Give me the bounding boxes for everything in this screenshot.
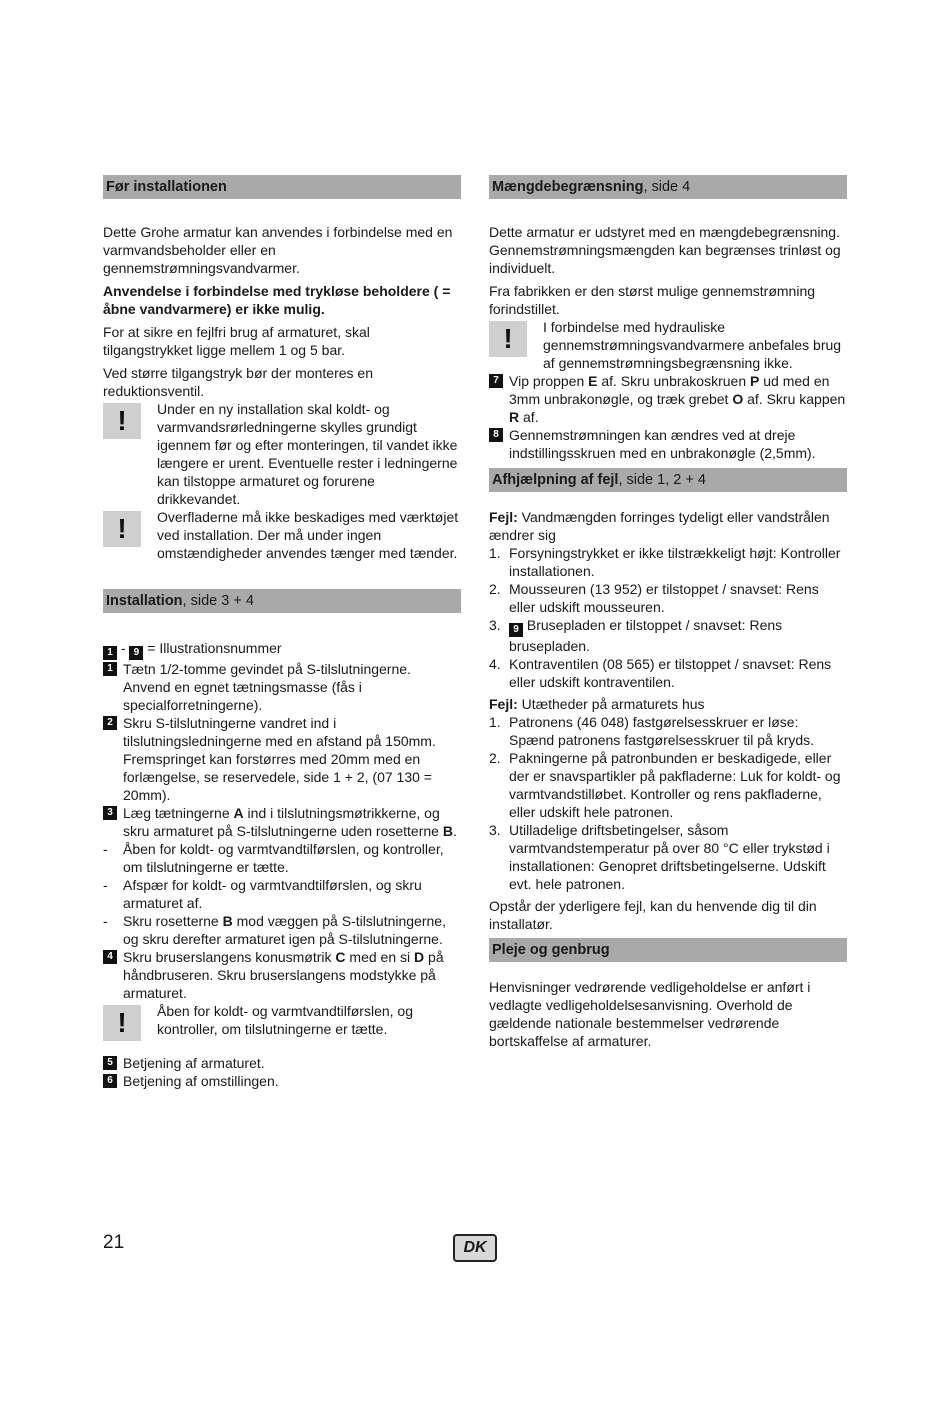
install-step-5: 5 Betjening af armaturet. <box>103 1054 461 1072</box>
install-step-4: 4 Skru bruserslangens konusmøtrik C med en si D på håndbruseren. Skru bruserslangens modstykke på armaturet. <box>103 948 461 1002</box>
fault-1: Fejl: Vandmængden forringes tydeligt eller vandstrålen ændrer sig <box>489 509 830 543</box>
illustration-range: 1 - 9 = Illustrationsnummer <box>103 639 461 660</box>
list-text: Utilladelige driftsbetingelser, såsom varmtvandstemperatur på over 80 °C eller trykstød i installationen: Genopret driftsbetingelserne. Udskift evt. hele patronen. <box>509 822 830 892</box>
section-header-before-installation: Før installationen <box>103 175 461 199</box>
step-badge: 4 <box>103 950 117 964</box>
step-badge: 7 <box>489 374 503 388</box>
section-header-care: Pleje og genbrug <box>489 938 847 962</box>
dash-item: - Åben for koldt- og varmtvandtilførslen, og kontroller, om tilslutningerne er tætte. <box>103 841 444 875</box>
list-text: Forsyningstrykket er ikke tilstrækkeligt højt: Kontroller installationen. <box>509 545 841 579</box>
factory-setting-paragraph: Fra fabrikken er den størst mulige gennemstrømning forindstillet. <box>489 283 816 317</box>
exclamation-icon: ! <box>103 511 141 547</box>
warning-text: Overfladerne må ikke beskadiges med værktøjet ved installation. Der må under ingen omstændigheder anvendes tænger med tænder. <box>157 509 459 561</box>
step-badge: 9 <box>509 623 523 637</box>
list-number: 2. <box>489 581 501 597</box>
step-badge: 9 <box>129 646 143 660</box>
warning-surfaces <box>103 508 461 562</box>
install-step-6: 6 Betjening af omstillingen. <box>103 1072 461 1090</box>
warning-flush-pipes <box>103 400 461 508</box>
dash-item: - Skru rosetterne B mod væggen på S-tilslutningerne, og skru derefter armaturet igen på S-tilslutningerne. <box>103 913 446 947</box>
install-step-2: 2 Skru S-tilslutningerne vandret ind i tilslutningsledningerne med en afstand på 150mm. Fremspringet kan forstørres med 20mm med en forlængelse, se reservedele, side 1 + 2, (07 130 = 20mm). <box>103 714 461 804</box>
step-badge: 2 <box>103 716 117 730</box>
list-text: Mousseuren (13 952) er tilstoppet / snavset: Rens eller udskift mousseuren. <box>509 581 819 615</box>
pressure-paragraph: For at sikre en fejlfri brug af armaturet, skal tilgangstrykket ligge mellem 1 og 5 bar. <box>103 324 370 358</box>
list-number: 2. <box>489 750 501 766</box>
list-item <box>489 580 847 616</box>
fault-2: Fejl: Utætheder på armaturets hus <box>489 696 705 712</box>
list-item <box>489 544 847 580</box>
exclamation-icon: ! <box>103 1005 141 1041</box>
install-step-1: 1 Tætn 1/2-tomme gevindet på S-tilslutningerne. Anvend en egnet tætningsmasse (fås i specialforretningerne). <box>103 660 461 714</box>
list-item <box>489 821 847 893</box>
step-badge: 1 <box>103 662 117 676</box>
list-text: Patronens (46 048) fastgørelsesskruer er løse: Spænd patronens fastgørelsesskruer til på kryds. <box>509 714 815 748</box>
warning-check-tightness <box>103 1002 461 1054</box>
list-item <box>489 713 847 749</box>
warning-text: Åben for koldt- og varmtvandtilførslen, og kontroller, om tilslutningerne er tætte. <box>157 1003 414 1037</box>
language-badge: DK <box>453 1234 497 1262</box>
install-step-3: 3 Læg tætningerne A ind i tilslutningsmøtrikkerne, og skru armaturet på S-tilslutningerne uden rosetterne B. <box>103 804 461 840</box>
warning-hydraulic-heaters <box>489 318 847 372</box>
warning-text: I forbindelse med hydrauliske gennemstrømningsvandvarmere anbefales brug af gennemstrømningsbegrænsning ikke. <box>543 319 842 371</box>
contact-installer-paragraph: Opstår der yderligere fejl, kan du henvende dig til din installatør. <box>489 898 817 932</box>
exclamation-icon: ! <box>103 403 141 439</box>
care-paragraph: Henvisninger vedrørende vedligeholdelse er anført i vedlagte vedligeholdelsesanvisning. Overhold de gældende nationale bestemmelser vedrørende bortskaffelse af armaturer. <box>489 979 811 1049</box>
list-item <box>489 616 847 655</box>
limiter-step-8: 8 Gennemstrømningen kan ændres ved at dreje indstillingsskruen med en unbrakonøgle (2,5mm). <box>489 426 847 462</box>
page-number: 21 <box>103 1232 125 1253</box>
step-badge: 3 <box>103 806 117 820</box>
list-number: 1. <box>489 714 501 730</box>
flow-limiter-paragraph: Dette armatur er udstyret med en mængdebegrænsning. Gennemstrømningsmængden kan begrænses trinløst og individuelt. <box>489 224 841 276</box>
step-badge: 1 <box>103 646 117 660</box>
list-number: 3. <box>489 822 501 838</box>
intro-paragraph: Dette Grohe armatur kan anvendes i forbindelse med en varmvandsbeholder eller en gennemstrømningsvandvarmer. <box>103 224 453 276</box>
fault-1-list <box>489 544 847 691</box>
warning-paragraph-pressureless: Anvendelse i forbindelse med trykløse beholdere ( = åbne vandvarmere) er ikke mulig. <box>103 283 451 317</box>
list-item <box>489 655 847 691</box>
step-badge: 8 <box>489 428 503 442</box>
step-badge: 6 <box>103 1074 117 1088</box>
reducer-paragraph: Ved større tilgangstryk bør der monteres en reduktionsventil. <box>103 365 373 399</box>
warning-text: Under en ny installation skal koldt- og varmvandsrørledningerne skylles grundigt igennem før og efter monteringen, til vandet ikke længere er urent. Eventuelle rester i ledningerne kan tilstoppe armaturet og forurene drikkevandet. <box>157 401 458 507</box>
list-item <box>489 749 847 821</box>
right-column <box>489 175 847 1055</box>
left-column <box>103 175 461 1090</box>
list-text: Pakningerne på patronbunden er beskadigede, eller der er snavspartikler på pakfladerne: Luk for koldt- og varmtvandstilløbet. Kontroller og rens pakfladerne, eller udskift hele patronen. <box>509 750 841 820</box>
list-number: 4. <box>489 656 501 672</box>
section-header-flow-limiter: Mængdebegrænsning, side 4 <box>489 175 847 199</box>
dash-item: - Afspær for koldt- og varmtvandtilførslen, og skru armaturet af. <box>103 877 422 911</box>
limiter-step-7: 7 Vip proppen E af. Skru unbrakoskruen P ud med en 3mm unbrakonøgle, og træk grebet O af. Skru kappen R af. <box>489 372 847 426</box>
list-number: 1. <box>489 545 501 561</box>
step-badge: 5 <box>103 1056 117 1070</box>
section-header-installation: Installation, side 3 + 4 <box>103 589 461 613</box>
exclamation-icon: ! <box>489 321 527 357</box>
section-header-troubleshooting: Afhjælpning af fejl, side 1, 2 + 4 <box>489 468 847 492</box>
list-text: Brusepladen er tilstoppet / snavset: Rens brusepladen. <box>509 617 783 654</box>
fault-2-list <box>489 713 847 893</box>
list-text: Kontraventilen (08 565) er tilstoppet / snavset: Rens eller udskift kontraventilen. <box>509 656 832 690</box>
list-number: 3. <box>489 617 501 633</box>
